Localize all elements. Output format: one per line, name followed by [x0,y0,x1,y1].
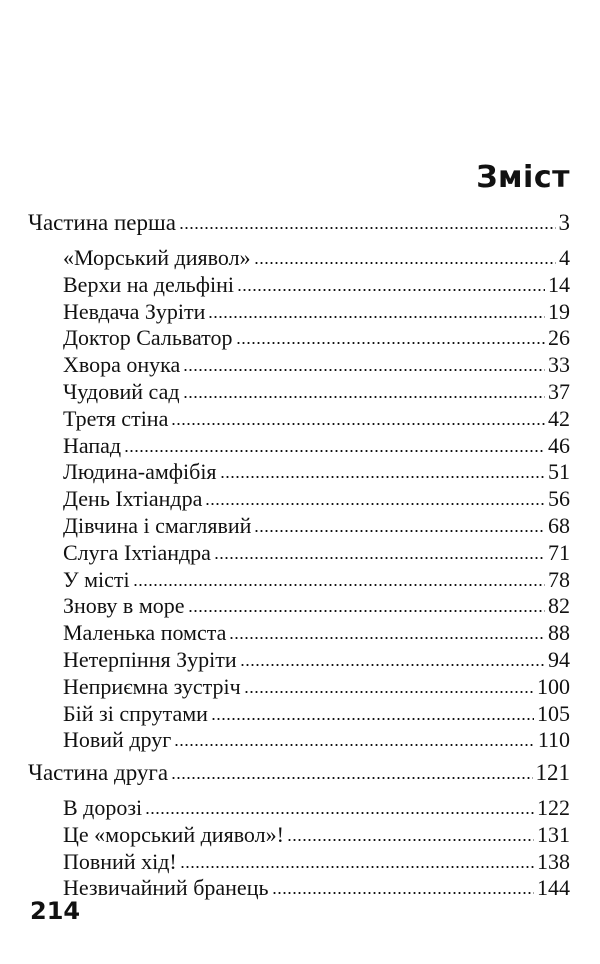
leader-dots [133,582,545,588]
leader-dots [214,555,545,561]
entry-page: 88 [548,620,570,645]
page-title: Зміст [476,160,570,195]
entry-page: 3 [558,210,570,235]
chapter-entry [63,822,570,848]
leader-dots [183,367,545,373]
chapter-entry [63,593,570,619]
chapter-entry [63,245,570,271]
leader-dots [174,742,535,748]
chapter-entry [63,849,570,875]
entry-title: Чудовий сад [63,379,180,404]
entry-page: 46 [548,433,570,458]
entry-page: 37 [548,379,570,404]
entry-page: 122 [537,795,570,820]
entry-title: Маленька помста [63,620,227,645]
chapter-entry [63,459,570,485]
part-heading [28,760,570,786]
entry-page: 78 [548,567,570,592]
entry-title: Неприємна зустріч [63,674,241,699]
leader-dots [237,287,545,293]
chapter-entry [63,379,570,405]
chapter-entry [63,272,570,298]
leader-dots [188,608,545,614]
chapter-entry [63,406,570,432]
entry-title: Хвора онука [63,352,181,377]
entry-title: День Іхтіандра [63,486,203,511]
entry-title: Людина-амфібія [63,459,217,484]
entry-title: Це «морський диявол»! [63,822,284,847]
chapter-entry [63,674,570,700]
chapter-entry [63,433,570,459]
part-heading [28,210,570,236]
leader-dots [254,260,556,266]
entry-title: Знову в море [63,593,185,618]
leader-dots [272,890,535,896]
leader-dots [229,635,545,641]
entry-page: 71 [548,540,570,565]
chapter-entry [63,299,570,325]
entry-title: Верхи на дельфіні [63,272,234,297]
leader-dots [124,448,545,454]
entry-page: 138 [537,849,570,874]
entry-page: 33 [548,352,570,377]
leader-dots [254,528,545,534]
entry-title: У місті [63,567,130,592]
entry-page: 94 [548,647,570,672]
chapter-entry [63,540,570,566]
entry-title: «Морський диявол» [63,245,251,270]
leader-dots [240,662,545,668]
leader-dots [220,474,545,480]
chapter-entry [63,620,570,646]
entry-page: 51 [548,459,570,484]
entry-page: 144 [537,875,570,900]
entry-page: 42 [548,406,570,431]
entry-title: Незвичайний бранець [63,875,269,900]
entry-title: Повний хід! [63,849,177,874]
leader-dots [287,837,534,843]
entry-title: Частина перша [28,210,176,235]
entry-title: Невдача Зуріти [63,299,206,324]
leader-dots [205,501,545,507]
entry-page: 105 [537,701,570,726]
chapter-entry [63,701,570,727]
entry-page: 56 [548,486,570,511]
entry-title: Слуга Іхтіандра [63,540,211,565]
chapter-entry [63,486,570,512]
leader-dots [183,394,545,400]
entry-page: 68 [548,513,570,538]
entry-title: Третя стіна [63,406,169,431]
entry-title: Бій зі спрутами [63,701,208,726]
entry-page: 14 [548,272,570,297]
chapter-entry [63,795,570,821]
leader-dots [244,689,534,695]
leader-dots [236,340,546,346]
entry-title: Новий друг [63,727,172,752]
page-number: 214 [30,897,81,925]
entry-page: 110 [537,727,570,752]
leader-dots [179,225,556,231]
entry-page: 26 [548,325,570,350]
chapter-entry [63,352,570,378]
entry-title: Напад [63,433,122,458]
chapter-entry [63,567,570,593]
entry-page: 131 [537,822,570,847]
leader-dots [208,314,545,320]
entry-page: 82 [548,593,570,618]
entry-page: 19 [548,299,570,324]
leader-dots [171,775,532,781]
chapter-entry [63,647,570,673]
entry-page: 4 [559,245,570,270]
chapter-entry [63,875,570,901]
chapter-entry [63,513,570,539]
entry-title: В дорозі [63,795,143,820]
entry-title: Нетерпіння Зуріти [63,647,237,672]
leader-dots [180,864,534,870]
leader-dots [211,716,534,722]
entry-page: 100 [537,674,570,699]
chapter-entry [63,325,570,351]
entry-title: Доктор Сальватор [63,325,233,350]
entry-title: Частина друга [28,760,169,785]
entry-title: Дівчина і смаглявий [63,513,252,538]
entry-page: 121 [535,760,570,785]
leader-dots [171,421,545,427]
leader-dots [145,810,534,816]
chapter-entry [63,727,570,753]
